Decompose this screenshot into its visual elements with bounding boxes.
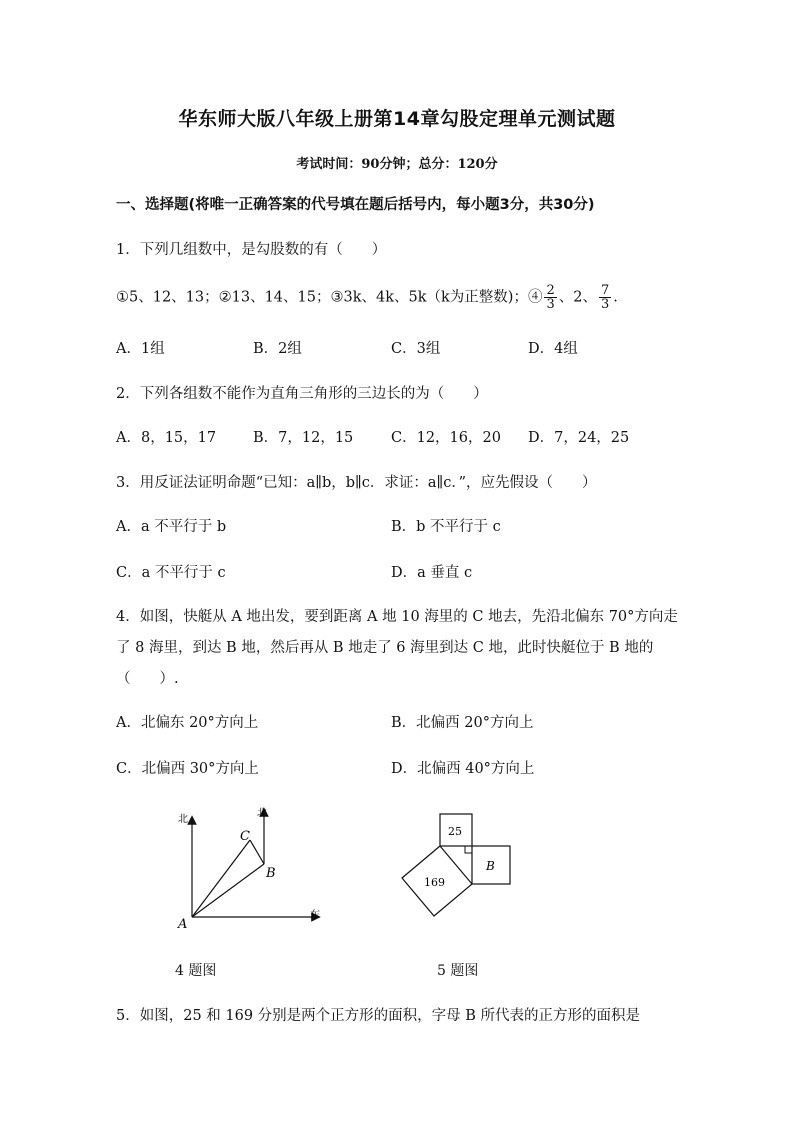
q3-option-d: D．a 垂直 c [391, 565, 473, 581]
q1-items-text: ①5、12、13；②13、14、15；③3k、4k、5k（k为正整数)；④ [116, 289, 543, 306]
area-25-label: 25 [448, 825, 462, 838]
point-b-label: B [266, 866, 276, 881]
exam-subtitle: 考试时间：90分钟；总分：120分 [296, 157, 498, 172]
point-a-label: A [178, 917, 188, 932]
q3-option-c: C．a 不平行于 c [116, 565, 226, 581]
q1-option-a: A．1组 [116, 341, 165, 357]
q4-line-1: 4．如图，快艇从 A 地出发，要到距离 A 地 10 海里的 C 地去，先沿北偏东 70°方向走 [116, 609, 678, 625]
q3-option-a: A．a 不平行于 b [116, 519, 227, 535]
q4-option-d: D．北偏西 40°方向上 [391, 761, 535, 777]
point-c-label: C [240, 829, 250, 844]
figure-4-caption: 4 题图 [175, 963, 217, 979]
q1-end: . [613, 289, 618, 306]
figure-5-caption: 5 题图 [437, 963, 479, 979]
figure-5-diagram [396, 812, 516, 922]
q1-fraction-2 [599, 284, 611, 311]
q1-stem: 1．下列几组数中，是勾股数的有（ ） [116, 242, 387, 258]
q4-line-3: （ ）. [116, 671, 179, 687]
q4-line-2: 了 8 海里，到达 B 地，然后再从 B 地走了 6 海里到达 C 地，此时快艇位于 B 地的 [116, 640, 654, 656]
q2-stem: 2．下列各组数不能作为直角三角形的三边长的为（ ） [116, 386, 488, 402]
path-b-c [250, 840, 264, 864]
q1-option-b: B．2组 [253, 341, 302, 357]
q3-option-b: B．b 不平行于 c [391, 519, 501, 535]
q1-option-c: C．3组 [391, 341, 441, 357]
q4-option-c: C．北偏西 30°方向上 [116, 761, 259, 777]
q2-option-c: C．12，16，20 [391, 430, 501, 446]
north-label-1: 北 [178, 814, 188, 825]
q5-line-1: 5．如图，25 和 169 分别是两个正方形的面积，字母 B 所代表的正方形的面积是 [116, 1008, 641, 1024]
square-b-label: B [486, 859, 495, 873]
q1-frac2-den: 3 [600, 297, 610, 312]
q2-option-a: A．8，15，17 [116, 430, 217, 446]
path-a-c [192, 840, 250, 917]
path-a-b [192, 864, 264, 917]
exam-title: 华东师大版八年级上册第14章勾股定理单元测试题 [178, 108, 616, 130]
q3-stem: 3．用反证法证明命题“已知：a∥b，b∥c．求证：a∥c．”，应先假设（ ） [116, 475, 597, 491]
q1-items [116, 284, 618, 311]
q1-separator: 、2、 [558, 289, 597, 306]
north-label-2: 北 [257, 808, 267, 819]
q1-frac1-den: 3 [546, 297, 555, 312]
q1-option-d: D．4组 [528, 341, 578, 357]
q2-option-d: D．7，24，25 [528, 430, 630, 446]
section-heading: 一、选择题(将唯一正确答案的代号填在题后括号内，每小题3分，共30分) [116, 197, 595, 213]
q2-option-b: B．7，12，15 [253, 430, 354, 446]
figure-4-diagram [168, 802, 328, 932]
q1-fraction-1 [544, 284, 556, 311]
q4-option-a: A．北偏东 20°方向上 [116, 715, 259, 731]
q1-frac1-num: 2 [546, 283, 555, 298]
q1-frac2-num: 7 [600, 283, 610, 298]
area-169-label: 169 [424, 876, 445, 889]
east-label: 东 [310, 910, 320, 921]
right-angle-mark [465, 846, 472, 853]
q4-option-b: B．北偏西 20°方向上 [391, 715, 534, 731]
